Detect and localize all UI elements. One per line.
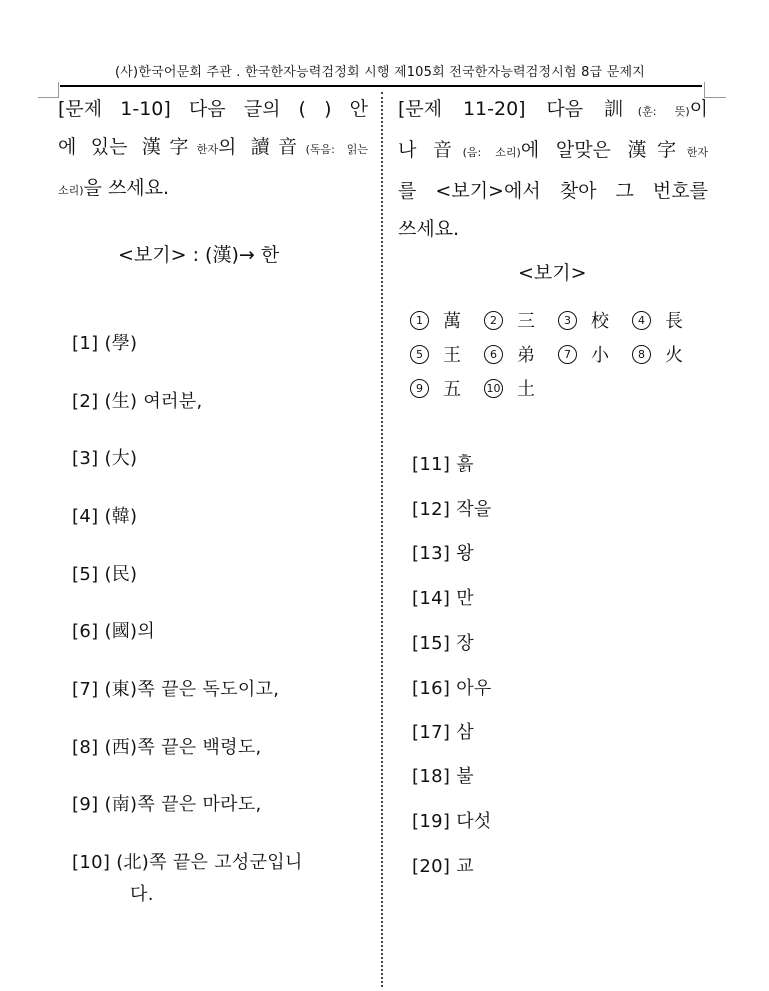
question-6: [6] (國)의 — [72, 621, 156, 642]
left-instruction — [58, 90, 368, 210]
right-instruction-line-1: [문제 11-20] 다음 訓(훈: 뜻)이 — [398, 98, 708, 120]
question-18: [18] 불 — [412, 766, 474, 787]
question-14: [14] 만 — [412, 588, 474, 609]
question-3: [3] (大) — [72, 448, 138, 469]
bogi-title: <보기> — [518, 262, 587, 284]
choice-item: 3 校 — [558, 307, 632, 333]
choice-item: 7 小 — [558, 341, 632, 367]
choice-row — [410, 371, 710, 405]
question-2: [2] (生) 여러분, — [72, 391, 203, 412]
question-4: [4] (韓) — [72, 506, 138, 527]
choice-item: 6 弟 — [484, 341, 558, 367]
circled-number-icon: 3 — [558, 311, 577, 330]
right-instruction-line-3: 를 <보기>에서 찾아 그 번호를 — [398, 180, 708, 202]
column-divider — [381, 92, 383, 987]
circled-number-icon: 4 — [632, 311, 651, 330]
circled-number-icon: 1 — [410, 311, 429, 330]
right-instruction — [398, 90, 708, 248]
circled-number-icon: 9 — [410, 379, 429, 398]
question-12: [12] 작을 — [412, 499, 492, 520]
question-7: [7] (東)쪽 끝은 독도이고, — [72, 679, 280, 700]
question-10: [10] (北)쪽 끝은 고성군입니 다. — [72, 852, 303, 905]
choice-item: 2 三 — [484, 307, 558, 333]
question-1: [1] (學) — [72, 333, 138, 354]
choice-item: 1 萬 — [410, 307, 484, 333]
left-instruction-line-2: 에 있는 漢字한자의 讀音(독음: 읽는 — [58, 136, 368, 158]
question-9: [9] (南)쪽 끝은 마라도, — [72, 794, 262, 815]
choice-item: 8 火 — [632, 341, 706, 367]
choice-item: 9 五 — [410, 375, 484, 401]
choice-list — [410, 303, 710, 405]
right-instruction-line-2: 나 音(음: 소리)에 알맞은 漢字한자 — [398, 139, 708, 161]
right-instruction-line-4: 쓰세요. — [398, 218, 460, 240]
circled-number-icon: 10 — [484, 379, 503, 398]
question-5: [5] (民) — [72, 564, 138, 585]
question-11: [11] 흙 — [412, 454, 474, 475]
left-instruction-line-1: [문제 1-10] 다음 글의 ( ) 안 — [58, 98, 368, 120]
circled-number-icon: 6 — [484, 345, 503, 364]
crop-mark-left-h — [38, 97, 58, 98]
circled-number-icon: 2 — [484, 311, 503, 330]
choice-item: 5 王 — [410, 341, 484, 367]
circled-number-icon: 8 — [632, 345, 651, 364]
header-rule — [60, 85, 702, 87]
choice-row — [410, 337, 710, 371]
example-line: <보기> : (漢)→ 한 — [118, 244, 280, 266]
circled-number-icon: 7 — [558, 345, 577, 364]
choice-item: 4 長 — [632, 307, 706, 333]
question-20: [20] 교 — [412, 856, 474, 877]
page-header: (사)한국어문회 주관 . 한국한자능력검정회 시행 제105회 전국한자능력검정시험 8급 문제지 — [115, 65, 645, 80]
choice-row — [410, 303, 710, 337]
question-13: [13] 왕 — [412, 543, 474, 564]
left-instruction-line-3: 소리)을 쓰세요. — [58, 177, 170, 199]
question-19: [19] 다섯 — [412, 811, 492, 832]
circled-number-icon: 5 — [410, 345, 429, 364]
question-17: [17] 삼 — [412, 722, 474, 743]
question-15: [15] 장 — [412, 633, 474, 654]
question-8: [8] (西)쪽 끝은 백령도, — [72, 737, 262, 758]
choice-item: 10 土 — [484, 375, 558, 401]
question-16: [16] 아우 — [412, 678, 492, 699]
